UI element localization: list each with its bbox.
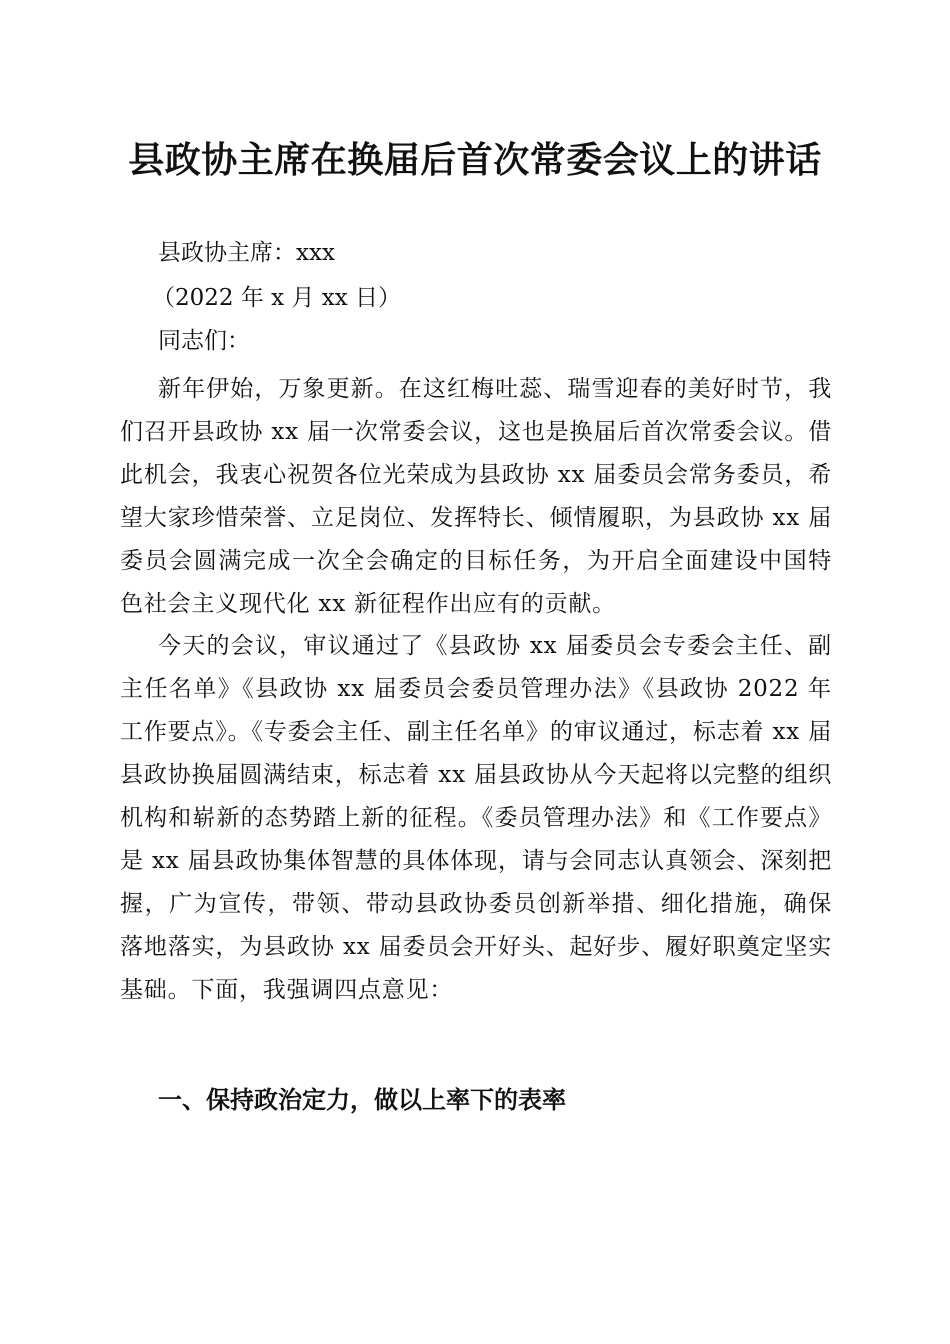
section-heading: 一、保持政治定力，做以上率下的表率 bbox=[158, 1086, 566, 1114]
document-title: 县政协主席在换届后首次常委会议上的讲话 bbox=[128, 139, 822, 181]
paragraph-2: 今天的会议，审议通过了《县政协 xx 届委员会专委会主任、副主任名单》《县政协 xx 届委员会委员管理办法》《县政协 2022 年工作要点》。《专委会主任、副主任名单》的审议通过，标志着 xx 届县政协换届圆满结束，标志着 xx 届县政协从今天起将以完整的组织机构和崭新的态势踏上新的征程。《委员管理办法》和《工作要点》是 xx 届县政协集体智慧的具体体现，请与会同志认真领会、深刻把握，广为宣传，带领、带动县政协委员创新举措、细化措施，确保落地落实，为县政协 xx 届委员会开好头、起好步、履好职奠定坚实基础。下面，我强调四点意见： bbox=[120, 633, 832, 1003]
salutation: 同志们： bbox=[158, 328, 250, 354]
paragraph-1: 新年伊始，万象更新。在这红梅吐蕊、瑞雪迎春的美好时节，我们召开县政协 xx 届一次常委会议，这也是换届后首次常委会议。借此机会，我衷心祝贺各位光荣成为县政协 xx 届委员会常务委员，希望大家珍惜荣誉、立足岗位、发挥特长、倾情履职，为县政协 xx 届委员会圆满完成一次全会确定的目标任务，为开启全面建设中国特色社会主义现代化 xx 新征程作出应有的贡献。 bbox=[120, 376, 832, 617]
date-line: （2022 年 x 月 xx 日） bbox=[152, 285, 402, 311]
speaker-line: 县政协主席：xxx bbox=[158, 240, 335, 266]
